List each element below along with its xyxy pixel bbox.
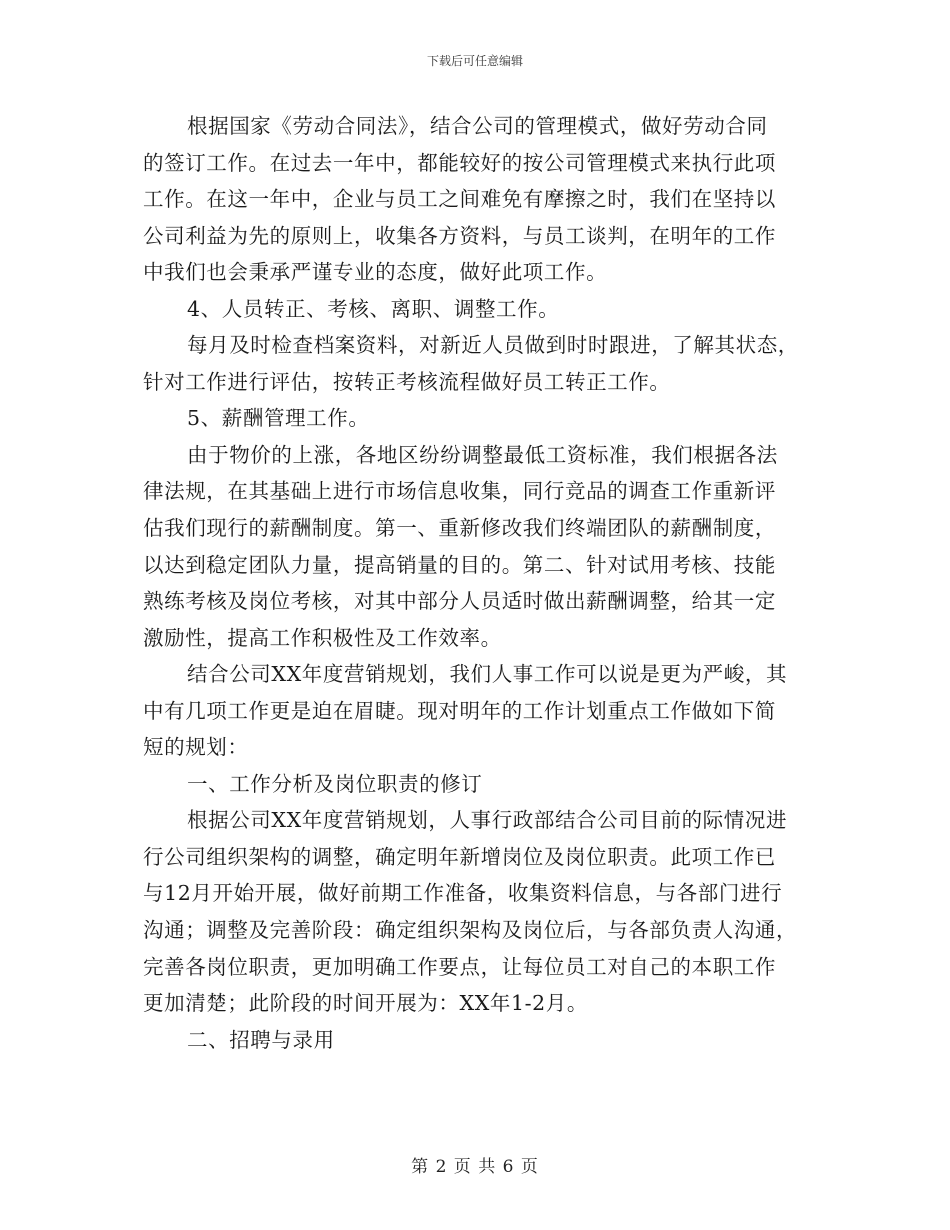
text-line: 熟练考核及岗位考核，对其中部分人员适时做出薪酬调整，给其一定 — [143, 589, 776, 614]
text-line: 工作。在这一年中，企业与员工之间难免有摩擦之时，我们在坚持以 — [143, 187, 776, 212]
text-line: 的签订工作。在过去一年中，都能较好的按公司管理模式来执行此项 — [143, 150, 776, 175]
text-line: 完善各岗位职责，更加明确工作要点，让每位员工对自己的本职工作 — [143, 954, 776, 979]
text-line: 与12月开始开展，做好前期工作准备，收集资料信息，与各部门进行 — [143, 881, 783, 906]
text-line: 二、招聘与录用 — [187, 1027, 335, 1052]
text-line: 一、工作分析及岗位职责的修订 — [187, 771, 483, 796]
text-line: 结合公司XX年度营销规划，我们人事工作可以说是更为严峻，其 — [187, 662, 788, 687]
text-line: 根据公司XX年度营销规划，人事行政部结合公司目前的际情况进 — [187, 808, 788, 833]
page-number-footer: 第 2 页 共 6 页 — [411, 1157, 539, 1177]
text-line: 每月及时检查档案资料，对新近人员做到时时跟进，了解其状态， — [187, 333, 799, 358]
document-body — [143, 108, 807, 1058]
text-line: 中我们也会秉承严谨专业的态度，做好此项工作。 — [143, 260, 608, 285]
text-line: 针对工作进行评估，按转正考核流程做好员工转正工作。 — [143, 369, 671, 394]
text-line: 根据国家《劳动合同法》，结合公司的管理模式，做好劳动合同 — [187, 114, 768, 138]
text-line: 更加清楚；此阶段的时间开展为：XX年1-2月。 — [143, 991, 588, 1016]
text-line: 沟通；调整及完善阶段：确定组织架构及岗位后，与各部负责人沟通， — [143, 918, 798, 943]
text-line: 以达到稳定团队力量，提高销量的目的。第二、针对试用考核、技能 — [143, 552, 776, 577]
text-line: 公司利益为先的原则上，收集各方资料，与员工谈判，在明年的工作 — [143, 223, 776, 248]
page-header-note: 下载后可任意编辑 — [426, 54, 523, 68]
text-line: 律法规，在其基础上进行市场信息收集，同行竞品的调查工作重新评 — [143, 479, 776, 504]
text-line: 由于物价的上涨，各地区纷纷调整最低工资标准，我们根据各法 — [187, 442, 778, 467]
text-line: 短的规划： — [143, 735, 249, 760]
text-line: 5、薪酬管理工作。 — [187, 406, 370, 431]
text-line: 4、人员转正、考核、离职、调整工作。 — [187, 296, 560, 321]
text-line: 行公司组织架构的调整，确定明年新增岗位及岗位职责。此项工作已 — [143, 844, 776, 869]
text-line: 估我们现行的薪酬制度。第一、重新修改我们终端团队的薪酬制度， — [143, 516, 776, 541]
text-line: 激励性，提高工作积极性及工作效率。 — [143, 625, 502, 650]
text-line: 中有几项工作更是迫在眉睫。现对明年的工作计划重点工作做如下简 — [143, 698, 776, 723]
